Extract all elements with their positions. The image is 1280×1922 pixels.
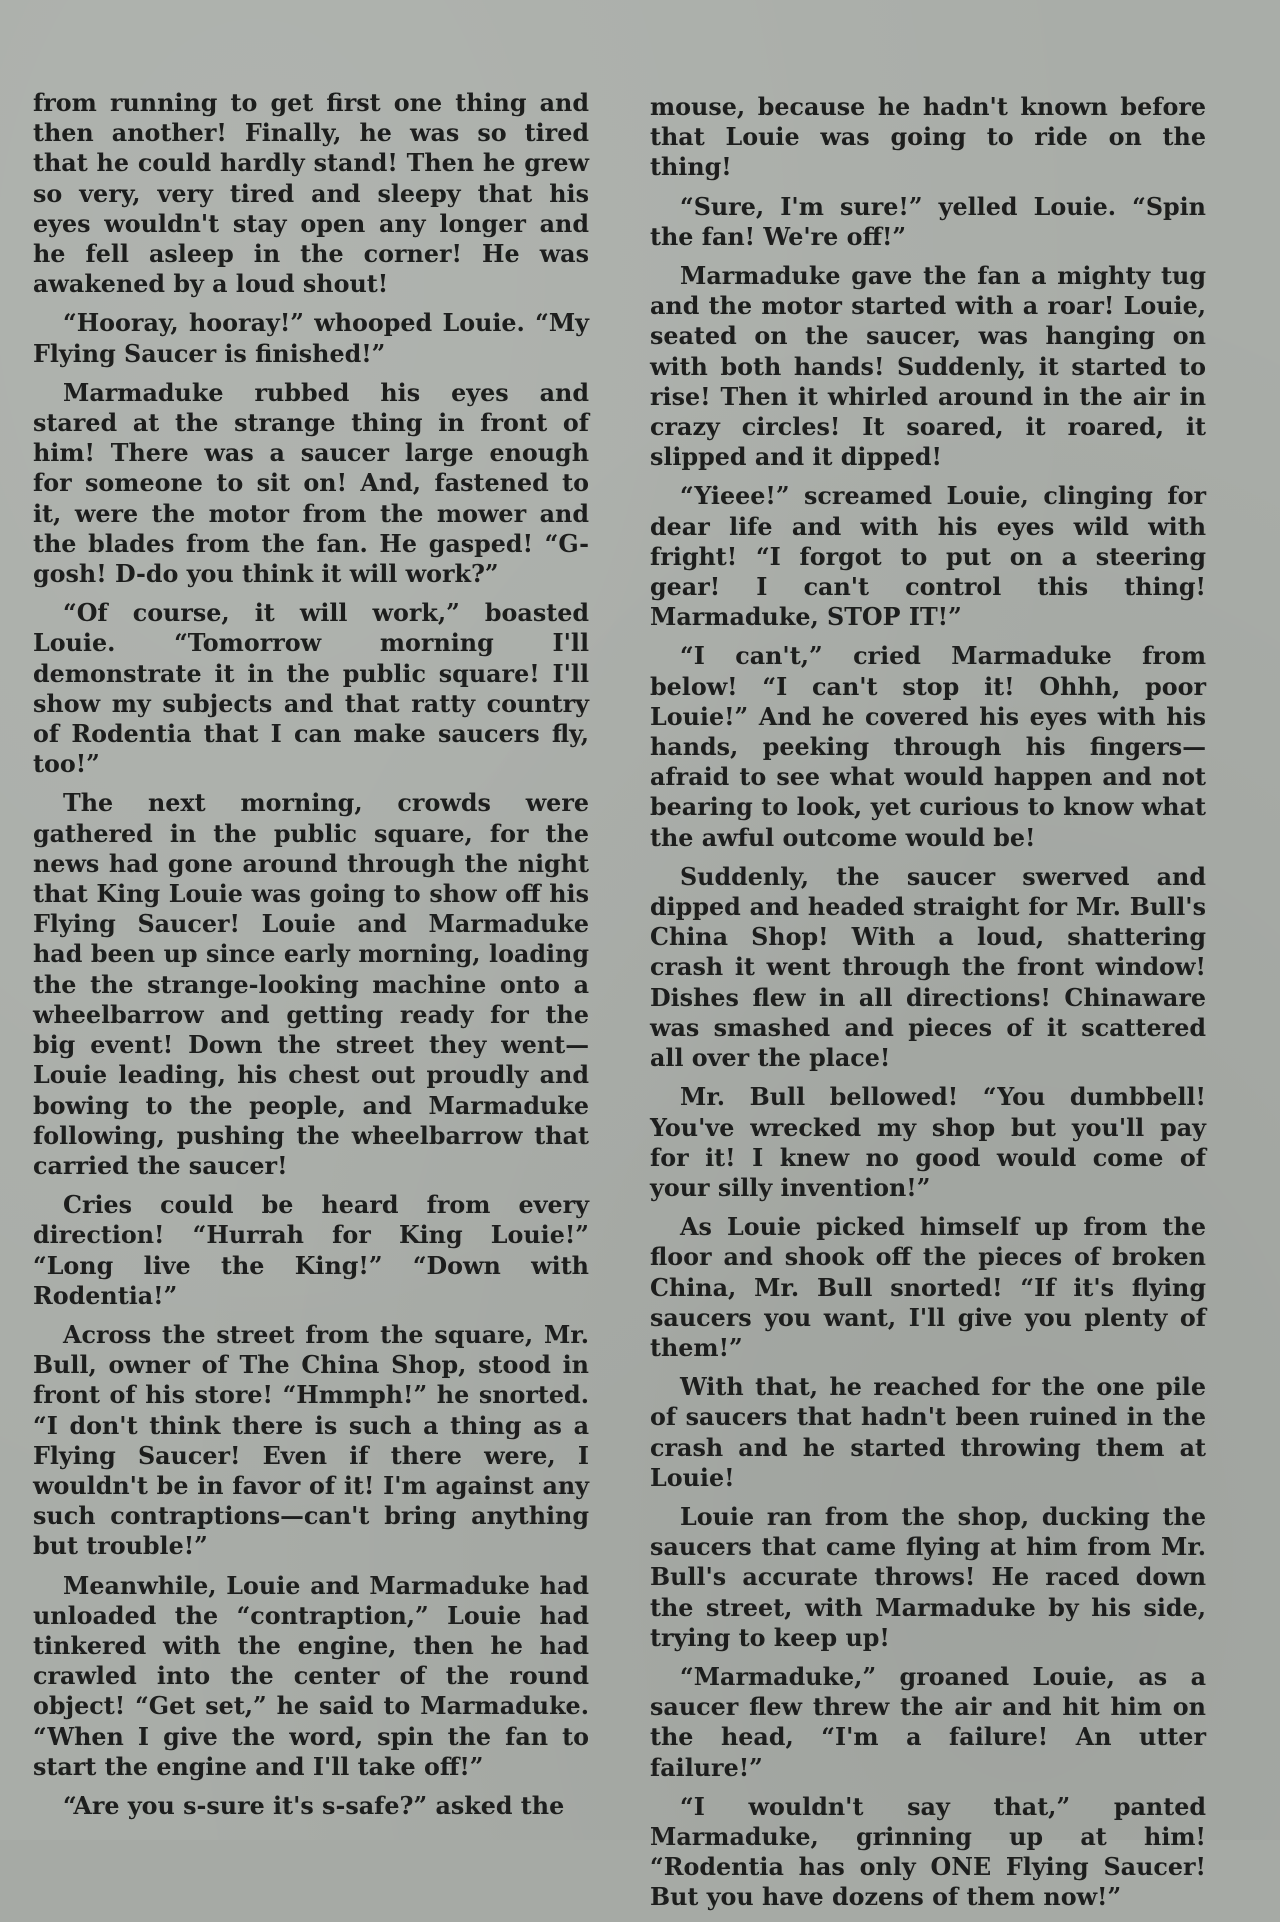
paragraph: “Marmaduke,” groaned Louie, as a saucer flew threw the air and hit him on the head, “I'm a failure! An utter failure!” (650, 1662, 1206, 1782)
paragraph: As Louie picked himself up from the floor and shook off the pieces of broken China, Mr. Bull snorted! “If it's flying saucers you want, I'll give you plenty of them!” (650, 1213, 1206, 1362)
paragraph: “I wouldn't say that,” panted Marmaduke, grinning up at him! “Rodentia has only ONE Flying Saucer! But you have dozens of them now!” (650, 1792, 1206, 1912)
paragraph: Suddenly, the saucer swerved and dipped and headed straight for Mr. Bull's China Shop! With a loud, shattering crash it went through the front window! Dishes flew in all directions! Chinaware was smashed and pieces of it scattered all over the place! (650, 862, 1206, 1073)
paragraph: from running to get first one thing and then another! Finally, he was so tired that he could hardly stand! Then he grew so very, very tired and sleepy that his eyes wouldn't stay open any longer and he fell asleep in the corner! He was awakened by a loud shout! (33, 89, 589, 299)
paragraph: Marmaduke rubbed his eyes and stared at the strange thing in front of him! There was a saucer large enough for someone to sit on! And, fastened to it, were the motor from the mower and the blades from the fan. He gasped! “G-gosh! D-do you think it will work?” (33, 378, 589, 589)
paragraph: Across the street from the square, Mr. Bull, owner of The China Shop, stood in front of his store! “Hmmph!” he snorted. “I don't think there is such a thing as a Flying Saucer! Even if there were, I wouldn't be in favor of it! I'm against any such contraptions—can't bring anything but trouble!” (33, 1320, 589, 1561)
paragraph: Marmaduke gave the fan a mighty tug and the motor started with a roar! Louie, seated on the saucer, was hanging on with both hands! Suddenly, it started to rise! Then it whirled around in the air in crazy circles! It soared, it roared, it slipped and it dipped! (650, 262, 1206, 472)
paragraph: mouse, because he hadn't known before that Louie was going to ride on the thing! (650, 93, 1206, 182)
paragraph: Mr. Bull bellowed! “You dumbbell! You've wrecked my shop but you'll pay for it! I knew no good would come of your silly invention!” (650, 1083, 1206, 1202)
paragraph: “Of course, it will work,” boasted Louie. “Tomorrow morning I'll demonstrate it in the public square! I'll show my subjects and that ratty country of Rodentia that I can make saucers fly, too!” (33, 599, 589, 779)
paragraph: Meanwhile, Louie and Marmaduke had unloaded the “contraption,” Louie had tinkered with the engine, then he had crawled into the center of the round object! “Get set,” he said to Marmaduke. “When I give the word, spin the fan to start the engine and I'll take off!” (33, 1571, 589, 1781)
paragraph: Louie ran from the shop, ducking the saucers that came flying at him from Mr. Bull's accurate throws! He raced down the street, with Marmaduke by his side, trying to keep up! (650, 1502, 1206, 1652)
paragraph: “I can't,” cried Marmaduke from below! “I can't stop it! Ohhh, poor Louie!” And he covered his eyes with his hands, peeking through his fingers—afraid to see what would happen and not bearing to look, yet curious to know what the awful outcome would be! (650, 642, 1206, 852)
paragraph: “Are you s-sure it's s-safe?” asked the (63, 1791, 565, 1820)
paragraph: The next morning, crowds were gathered in the public square, for the news had gone around through the night that King Louie was going to show off his Flying Saucer! Louie and Marmaduke had been up since early morning, loading the the strange-looking machine onto a wheelbarrow and getting ready for the big event! Down the street they went—Louie leading, his chest out proudly and bowing to the people, and Marmaduke following, pushing the wheelbarrow that carried the saucer! (33, 789, 589, 1180)
paragraph: “Sure, I'm sure!” yelled Louie. “Spin the fan! We're off!” (650, 192, 1206, 251)
text-column-left (33, 88, 589, 1830)
text-column-right (650, 92, 1206, 1922)
paragraph: “Hooray, hooray!” whooped Louie. “My Flying Saucer is finished!” (33, 309, 589, 368)
paragraph: With that, he reached for the one pile of saucers that hadn't been ruined in the crash and he started throwing them at Louie! (650, 1373, 1206, 1492)
paragraph: Cries could be heard from every direction! “Hurrah for King Louie!” “Long live the King!” “Down with Rodentia!” (33, 1191, 589, 1310)
paragraph: “Yieee!” screamed Louie, clinging for dear life and with his eyes wild with fright! “I forgot to put on a steering gear! I can't control this thing! Marmaduke, STOP IT!” (650, 482, 1206, 632)
